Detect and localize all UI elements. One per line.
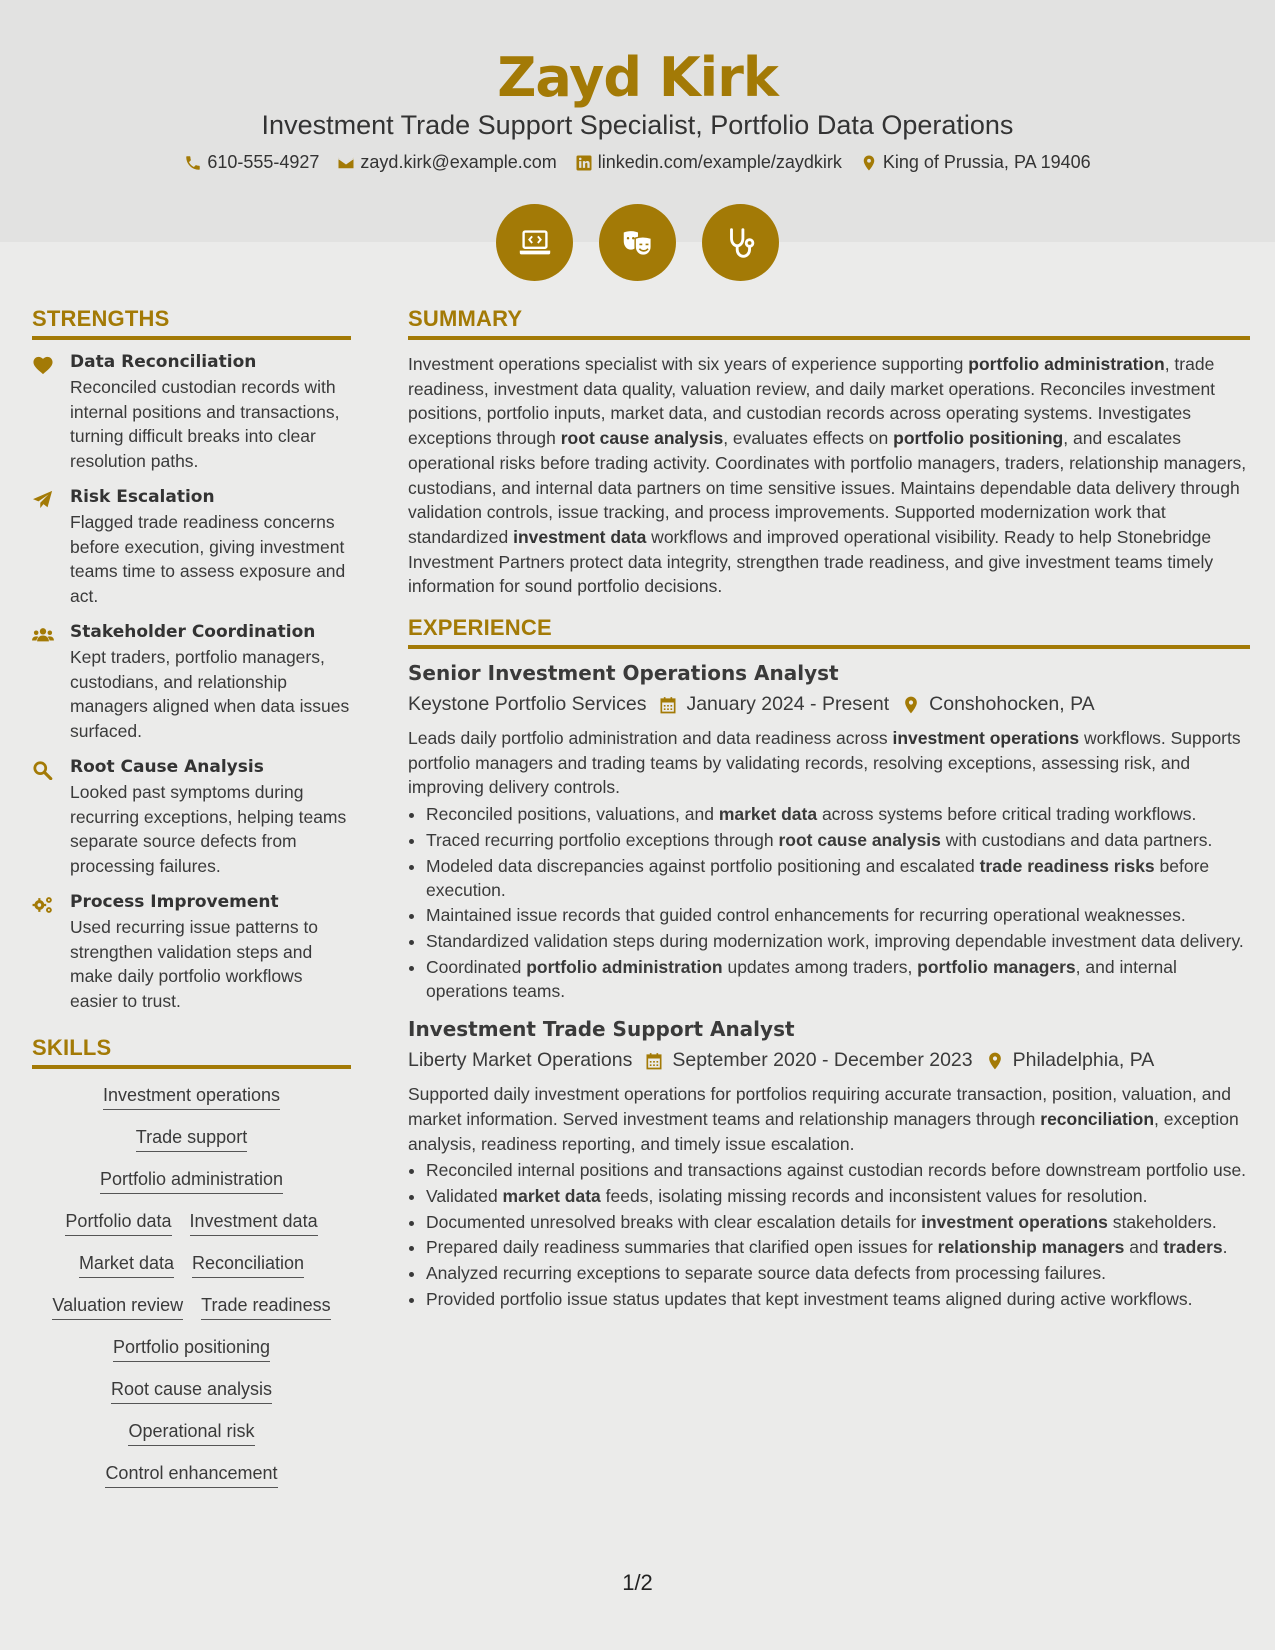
job-title: Investment Trade Support Analyst <box>408 1017 795 1042</box>
strength-desc: Used recurring issue patterns to strengthen validation steps and make daily portfolio workflows easier to trust. <box>70 917 319 1011</box>
contact-linkedin[interactable] <box>575 152 842 173</box>
calendar-icon <box>644 1051 664 1071</box>
experience-heading: EXPERIENCE <box>408 615 1250 649</box>
skill-tag: Trade readiness <box>201 1295 330 1320</box>
theater-masks-badge <box>599 204 676 281</box>
map-pin-icon <box>860 154 878 172</box>
phone-text: 610-555-4927 <box>207 152 320 172</box>
contact-phone[interactable] <box>184 152 319 173</box>
strength-name: Root Cause Analysis <box>70 757 264 777</box>
strength-name: Stakeholder Coordination <box>70 622 316 642</box>
skill-row <box>32 1169 351 1194</box>
job-bullet: • Reconciled internal positions and transactions against custodian records before downstream portfolio use. <box>426 1158 1250 1182</box>
job-bullets <box>408 1158 1250 1311</box>
job-meta <box>408 1049 1250 1072</box>
skill-row <box>32 1211 351 1236</box>
skill-row <box>32 1253 351 1278</box>
strength-item <box>32 757 351 878</box>
envelope-icon <box>337 154 355 172</box>
skills-list <box>32 1085 351 1488</box>
skill-tag: Trade support <box>136 1127 247 1152</box>
interest-badges <box>0 204 1275 281</box>
strengths-heading: STRENGTHS <box>32 306 351 340</box>
job-meta <box>408 693 1250 716</box>
strength-desc: Kept traders, portfolio managers, custodians, and relationship managers aligned when data issues surfaced. <box>70 647 350 741</box>
skill-row <box>32 1085 351 1110</box>
skill-row <box>32 1463 351 1488</box>
skill-row <box>32 1337 351 1362</box>
heart-icon <box>32 355 54 375</box>
job-bullets <box>408 802 1250 1003</box>
skills-heading: SKILLS <box>32 1035 351 1069</box>
job-location: Philadelphia, PA <box>1012 1049 1155 1072</box>
job-intro: Leads daily portfolio administration and data readiness across investment operations workflows. Supports portfolio managers and trading teams by validating records, resolving exceptions, assessing risk, and improving delivery controls. <box>408 728 1241 798</box>
summary-text: Investment operations specialist with six years of experience supporting portfolio administration, trade readiness, investment data quality, valuation review, and daily market operations. Reconciles investment positions, portfolio inputs, market data, and custodian records across operating systems. Investigates exceptions through root cause analysis, evaluates effects on portfolio positioning, and escalates operational risks before trading activity. Coordinates with portfolio managers, traders, relationship managers, custodians, and internal data partners on time sensitive issues. Maintains dependable data delivery through validation controls, issue tracking, and process improvements. Supported modernization work that standardized investment data workflows and improved operational visibility. Ready to help Stonebridge Investment Partners protect data integrity, strengthen trade readiness, and give investment teams timely information for sound portfolio decisions. <box>408 354 1247 597</box>
left-column <box>32 306 351 1505</box>
job-intro: Supported daily investment operations for portfolios requiring accurate transaction, position, valuation, and market information. Served investment teams and relationship managers through reconciliation, exception analysis, readiness reporting, and timely issue escalation. <box>408 1084 1239 1154</box>
job-bullet: • Reconciled positions, valuations, and market data across systems before critical trading workflows. <box>426 802 1250 826</box>
candidate-title: Investment Trade Support Specialist, Portfolio Data Operations <box>261 110 1014 140</box>
strength-desc: Reconciled custodian records with internal positions and transactions, turning difficult breaks into clear resolution paths. <box>70 377 340 471</box>
contact-email[interactable] <box>337 152 556 173</box>
skill-tag: Portfolio positioning <box>113 1337 270 1362</box>
map-pin-icon <box>901 695 921 715</box>
calendar-icon <box>658 695 678 715</box>
job-bullet: • Coordinated portfolio administration updates among traders, portfolio managers, and internal operations teams. <box>426 955 1250 1003</box>
skill-tag: Valuation review <box>52 1295 183 1320</box>
job-bullet: • Prepared daily readiness summaries that clarified open issues for relationship managers and traders. <box>426 1235 1250 1259</box>
skill-tag: Reconciliation <box>192 1253 304 1278</box>
job-bullet: • Analyzed recurring exceptions to separate source data defects from processing failures. <box>426 1261 1250 1285</box>
job-bullet: • Standardized validation steps during modernization work, improving dependable investment data delivery. <box>426 929 1250 953</box>
job-bullet: • Documented unresolved breaks with clear escalation details for investment operations stakeholders. <box>426 1210 1250 1234</box>
strength-item <box>32 487 351 608</box>
skill-tag: Investment data <box>190 1211 318 1236</box>
map-pin-icon <box>985 1051 1005 1071</box>
skill-tag: Portfolio data <box>65 1211 171 1236</box>
right-column <box>408 306 1250 1313</box>
contact-bar <box>0 152 1275 173</box>
stethoscope-badge <box>702 204 779 281</box>
strength-desc: Looked past symptoms during recurring exceptions, helping teams separate source defects from processing failures. <box>70 782 347 876</box>
strength-item <box>32 622 351 743</box>
skill-tag: Market data <box>79 1253 174 1278</box>
page-number: 1/2 <box>622 1570 653 1595</box>
job-entry <box>408 1017 1250 1311</box>
skill-tag: Root cause analysis <box>111 1379 272 1404</box>
cogs-icon <box>32 895 54 915</box>
strength-item <box>32 892 351 1013</box>
job-location: Conshohocken, PA <box>929 693 1095 716</box>
job-title: Senior Investment Operations Analyst <box>408 661 839 686</box>
stethoscope-icon <box>722 224 760 262</box>
strength-desc: Flagged trade readiness concerns before execution, giving investment teams time to assess exposure and act. <box>70 512 346 606</box>
skill-tag: Investment operations <box>103 1085 280 1110</box>
laptop-code-badge <box>496 204 573 281</box>
paper-plane-icon <box>32 490 54 510</box>
strength-name: Data Reconciliation <box>70 352 257 372</box>
theater-masks-icon <box>619 224 657 262</box>
job-company: Liberty Market Operations <box>408 1049 633 1072</box>
phone-icon <box>184 154 202 172</box>
job-bullet: • Modeled data discrepancies against portfolio positioning and escalated trade readiness risks before execution. <box>426 854 1250 902</box>
job-dates: September 2020 - December 2023 <box>672 1049 973 1072</box>
users-icon <box>32 625 54 645</box>
experience-list <box>408 661 1250 1311</box>
location-text: King of Prussia, PA 19406 <box>882 152 1091 172</box>
candidate-name: Zayd Kirk <box>497 46 778 109</box>
skill-row <box>32 1379 351 1404</box>
strength-item <box>32 352 351 473</box>
skill-row <box>32 1421 351 1446</box>
job-bullet: • Provided portfolio issue status updates that kept investment teams aligned during active workflows. <box>426 1287 1250 1311</box>
email-text: zayd.kirk@example.com <box>360 152 557 172</box>
linkedin-text: linkedin.com/example/zaydkirk <box>597 152 842 172</box>
job-dates: January 2024 - Present <box>686 693 890 716</box>
skill-row <box>32 1295 351 1320</box>
skill-row <box>32 1127 351 1152</box>
skill-tag: Operational risk <box>128 1421 254 1446</box>
linkedin-icon <box>575 154 593 172</box>
job-bullet: • Traced recurring portfolio exceptions through root cause analysis with custodians and data partners. <box>426 828 1250 852</box>
skill-tag: Portfolio administration <box>100 1169 283 1194</box>
strength-name: Risk Escalation <box>70 487 215 507</box>
search-icon <box>32 760 54 780</box>
summary-heading: SUMMARY <box>408 306 1250 340</box>
job-bullet: • Maintained issue records that guided control enhancements for recurring operational weaknesses. <box>426 903 1250 927</box>
laptop-code-icon <box>516 224 554 262</box>
job-bullet: • Validated market data feeds, isolating missing records and inconsistent values for resolution. <box>426 1184 1250 1208</box>
contact-location <box>860 152 1091 173</box>
skill-tag: Control enhancement <box>105 1463 277 1488</box>
job-company: Keystone Portfolio Services <box>408 693 647 716</box>
job-entry <box>408 661 1250 1003</box>
strength-name: Process Improvement <box>70 892 279 912</box>
